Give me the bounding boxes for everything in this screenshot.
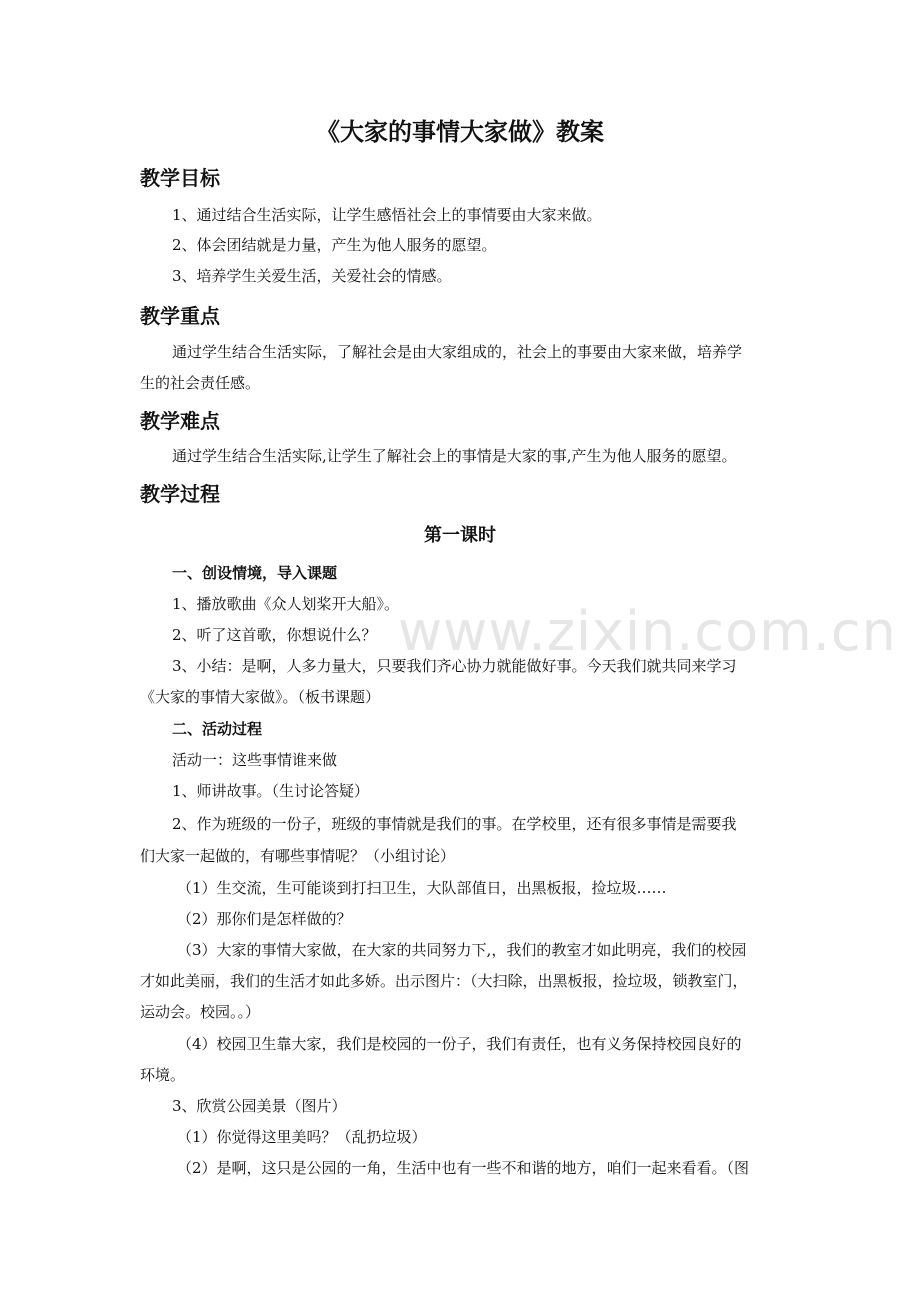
part2-line-11: 环境。	[140, 1066, 186, 1084]
heading-goals: 教学目标	[140, 166, 220, 190]
document-title: 《大家的事情大家做》教案	[316, 118, 604, 146]
part2-line-14: （2）是啊，这只是公园的一角，生活中也有一些不和谐的地方，咱们一起来看看。（图	[177, 1159, 750, 1177]
goal-item-2: 2、体会团结就是力量，产生为他人服务的愿望。	[172, 236, 497, 254]
key-line-2: 生的社会责任感。	[140, 374, 261, 392]
key-line-1: 通过学生结合生活实际，了解社会是由大家组成的，社会上的事要由大家来做，培养学	[172, 343, 743, 361]
part2-line-2: 1、师讲故事。（生讨论答疑）	[172, 782, 370, 800]
heading-difficulty: 教学难点	[140, 409, 220, 433]
part1-line-2: 2、听了这首歌，你想说什么？	[172, 626, 377, 644]
part2-line-1: 活动一：这些事情谁来做	[172, 751, 338, 769]
heading-key: 教学重点	[140, 304, 220, 328]
part2-heading: 二、活动过程	[172, 720, 263, 738]
part2-line-4: 们大家一起做的，有哪些事情呢？（小组讨论）	[140, 847, 456, 865]
part2-line-6: （2）那你们是怎样做的？	[177, 910, 352, 928]
part1-line-4: 《大家的事情大家做》。（板书课题）	[140, 688, 381, 706]
part2-line-7: （3）大家的事情大家做，在大家的共同努力下,，我们的教室才如此明亮，我们的校园	[177, 941, 747, 959]
part2-line-8: 才如此美丽，我们的生活才如此多娇。出示图片：（大扫除，出黑板报，捡垃圾，锁教室门，	[140, 972, 748, 990]
part1-line-3: 3、小结：是啊，人多力量大，只要我们齐心协力就能做好事。今天我们就共同来学习	[172, 657, 737, 675]
part1-line-1: 1、播放歌曲《众人划桨开大船》。	[172, 595, 400, 613]
part2-line-12: 3、欣赏公园美景（图片）	[172, 1097, 347, 1115]
part2-line-13: （1）你觉得这里美吗？（乱扔垃圾）	[177, 1128, 427, 1146]
lesson-heading: 第一课时	[424, 525, 496, 546]
part1-heading: 一、创设情境，导入课题	[172, 564, 338, 582]
part2-line-3: 2、作为班级的一份子，班级的事情就是我们的事。在学校里，还有很多事情是需要我	[172, 815, 737, 833]
watermark: www.zixin.com.cn	[398, 600, 897, 663]
part2-line-10: （4）校园卫生靠大家，我们是校园的一份子，我们有责任，也有义务保持校园良好的	[177, 1035, 742, 1053]
part2-line-9: 运动会。校园。。）	[140, 1003, 261, 1021]
difficulty-line-1: 通过学生结合生活实际,让学生了解社会上的事情是大家的事,产生为他人服务的愿望。	[172, 447, 737, 465]
goal-item-1: 1、通过结合生活实际，让学生感悟社会上的事情要由大家来做。	[172, 206, 602, 224]
part2-line-5: （1）生交流，生可能谈到打扫卫生，大队部值日，出黑板报，捡垃圾……	[177, 879, 667, 897]
heading-process: 教学过程	[140, 482, 220, 506]
goal-item-3: 3、培养学生关爱生活，关爱社会的情感。	[172, 267, 452, 285]
